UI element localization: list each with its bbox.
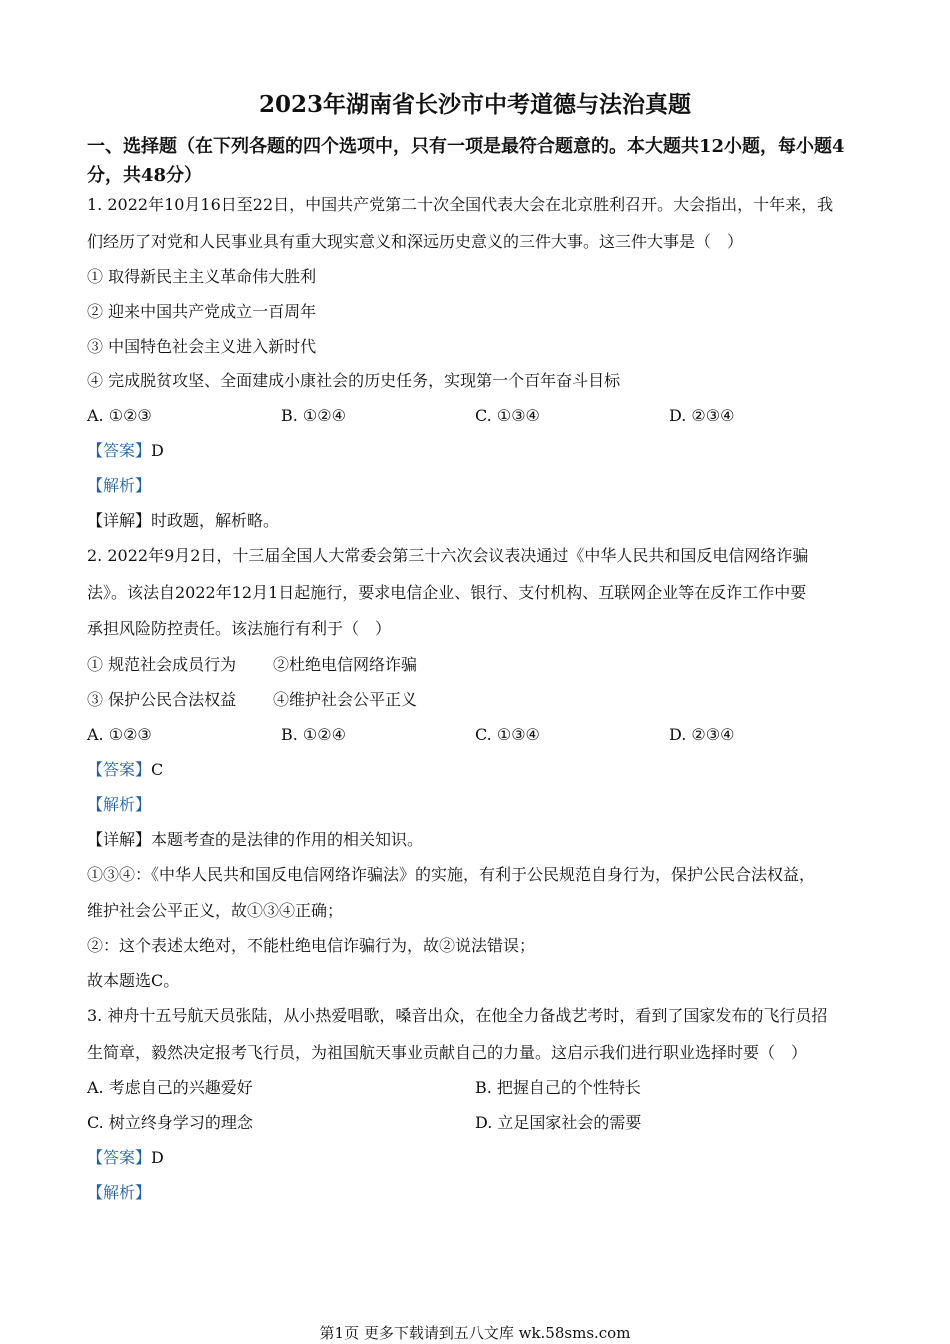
q1-stem-line-2: 们经历了对党和人民事业具有重大现实意义和深远历史意义的三件大事。这三件大事是（ ） (87, 232, 744, 251)
q1-item-3: ③ 中国特色社会主义进入新时代 (87, 337, 317, 356)
q2-option-a: A. ①②③ (87, 725, 152, 744)
q1-answer-value: D (151, 441, 164, 460)
q1-answer (87, 440, 164, 462)
q3-option-d: D. 立足国家社会的需要 (475, 1113, 642, 1132)
q3-answer-value: D (151, 1148, 164, 1167)
q1-detail: 【详解】时政题，解析略。 (87, 511, 280, 530)
q2-option-d: D. ②③④ (669, 725, 735, 744)
q2-conclusion: 故本题选C。 (87, 971, 180, 990)
q2-answer-tag: 【答案】 (87, 760, 152, 779)
q1-stem-line-1: 1. 2022年10月16日至22日，中国共产党第二十次全国代表大会在北京胜利召开。大会指出，十年来，我 (87, 195, 834, 214)
q3-option-a: A. 考虑自己的兴趣爱好 (87, 1078, 253, 1097)
q3-option-b: B. 把握自己的个性特长 (475, 1078, 641, 1097)
q1-option-c: C. ①③④ (475, 406, 540, 425)
q3-answer-tag: 【答案】 (87, 1148, 152, 1167)
q2-option-c: C. ①③④ (475, 725, 540, 744)
q2-stem-line-1: 2. 2022年9月2日，十三届全国人大常委会第三十六次会议表决通过《中华人民共和国反电信网络诈骗 (87, 546, 809, 565)
q2-item-4: ④维护社会公平正义 (273, 690, 418, 709)
q2-answer-value: C (151, 760, 164, 779)
q1-answer-tag: 【答案】 (87, 441, 152, 460)
q2-option-b: B. ①②④ (281, 725, 346, 744)
q3-answer (87, 1147, 164, 1169)
q1-item-4: ④ 完成脱贫攻坚、全面建成小康社会的历史任务，实现第一个百年奋斗目标 (87, 371, 621, 390)
q1-item-2: ② 迎来中国共产党成立一百周年 (87, 302, 317, 321)
q3-stem-line-1: 3. 神舟十五号航天员张陆，从小热爱唱歌，嗓音出众，在他全力备战艺考时，看到了国家发布的飞行员招 (87, 1006, 828, 1025)
q2-item-2: ②杜绝电信网络诈骗 (273, 655, 418, 674)
q1-option-a: A. ①②③ (87, 406, 152, 425)
q1-item-1: ① 取得新民主主义革命伟大胜利 (87, 267, 317, 286)
q2-item-3: ③ 保护公民合法权益 (87, 690, 237, 709)
q2-explain-line-1: ①③④：《中华人民共和国反电信网络诈骗法》的实施，有利于公民规范自身行为，保护公民合法权益， (87, 865, 816, 884)
q2-answer (87, 759, 163, 781)
q3-analysis-tag: 【解析】 (87, 1183, 152, 1202)
q3-option-c: C. 树立终身学习的理念 (87, 1113, 253, 1132)
q1-option-d: D. ②③④ (669, 406, 735, 425)
q2-stem-line-2: 法》。该法自2022年12月1日起施行，要求电信企业、银行、支付机构、互联网企业等在反诈工作中要 (87, 583, 807, 602)
q3-stem-line-2: 生简章，毅然决定报考飞行员，为祖国航天事业贡献自己的力量。这启示我们进行职业选择时要（ ） (87, 1043, 808, 1062)
page-title: 2023年湖南省长沙市中考道德与法治真题 (258, 91, 691, 118)
q2-explain-line-3: ②：这个表述太绝对，不能杜绝电信诈骗行为，故②说法错误； (87, 936, 536, 955)
section-header: 一、选择题（在下列各题的四个选项中，只有一项是最符合题意的。本大题共12小题，每小题4分，共48分） (87, 136, 845, 186)
q1-option-b: B. ①②④ (281, 406, 346, 425)
q2-analysis-tag: 【解析】 (87, 795, 152, 814)
q2-stem-line-3: 承担风险防控责任。该法施行有利于（ ） (87, 619, 392, 638)
q1-analysis-tag: 【解析】 (87, 476, 152, 495)
q2-item-1: ① 规范社会成员行为 (87, 655, 237, 674)
q2-detail: 【详解】本题考查的是法律的作用的相关知识。 (87, 830, 424, 849)
page-footer: 第1页 更多下载请到五八文库 wk.58sms.com (319, 1324, 631, 1342)
q2-explain-line-2: 维护社会公平正义，故①③④正确； (87, 901, 344, 920)
